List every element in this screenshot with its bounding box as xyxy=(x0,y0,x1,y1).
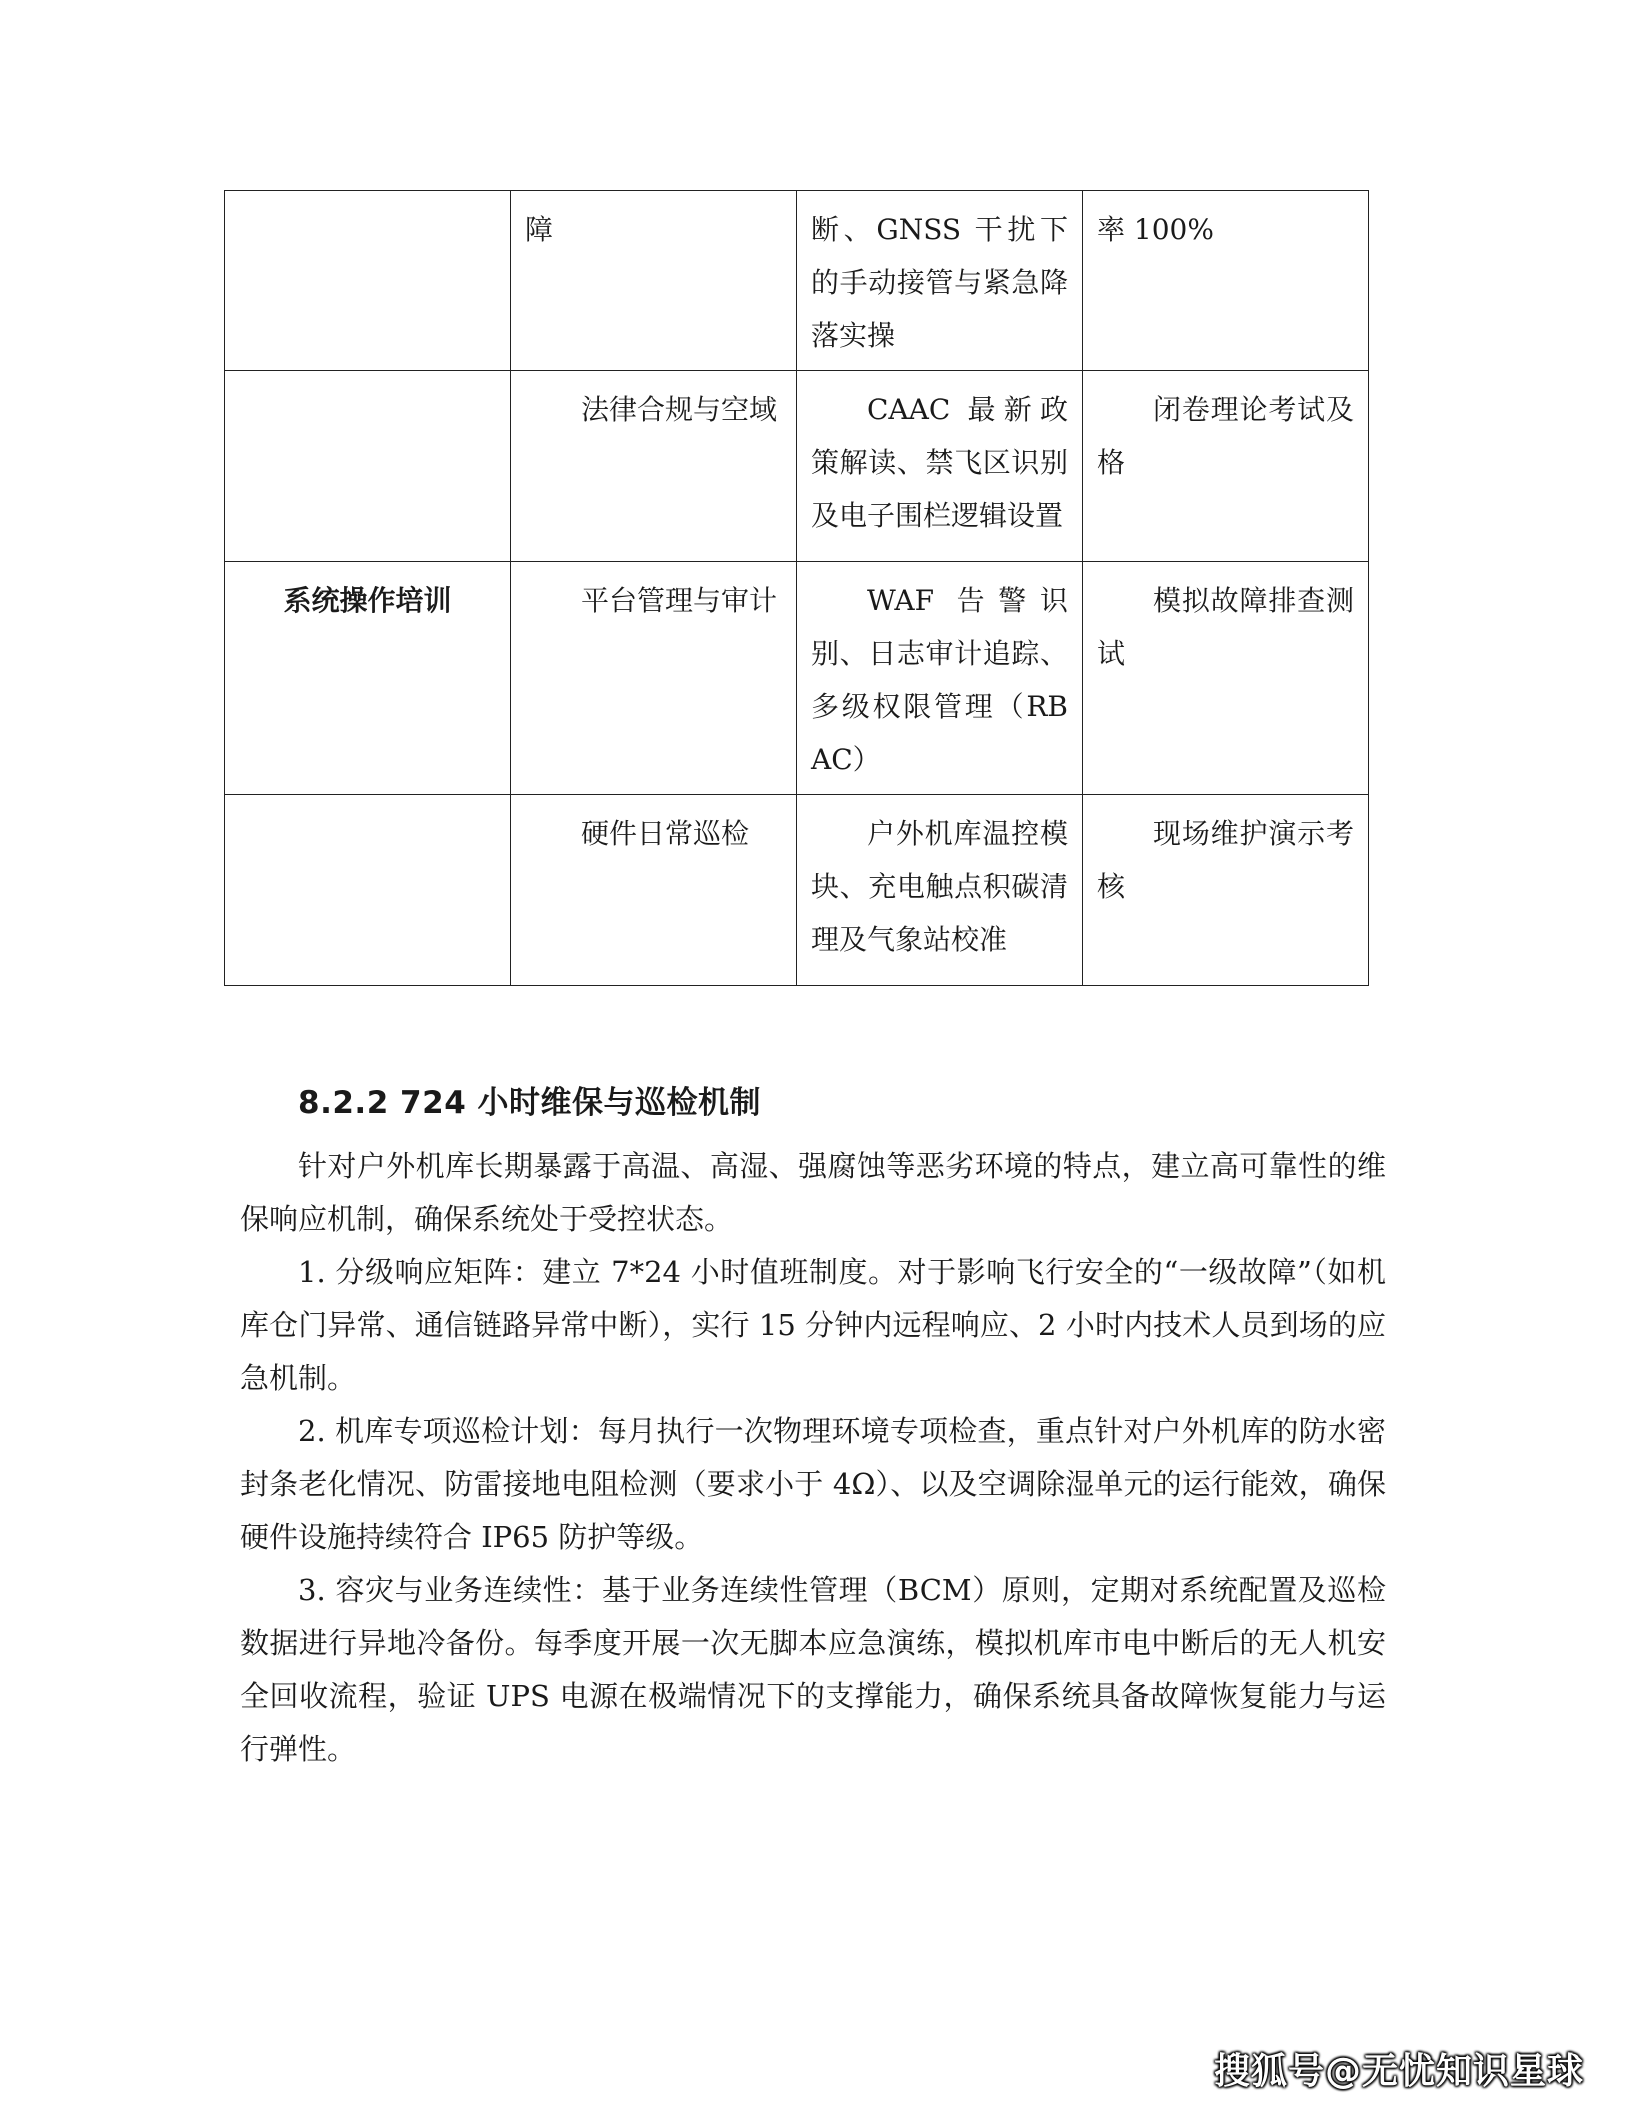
table-cell-assessment: 率 100% xyxy=(1083,191,1369,371)
table-cell-category xyxy=(225,371,511,562)
table-cell-content: WAF 告警识别、日志审计追踪、多级权限管理（RBAC） xyxy=(797,562,1083,795)
table-cell-module: 障 xyxy=(511,191,797,371)
watermark: 搜狐号@无忧知识星球 xyxy=(1213,2051,1584,2092)
paragraph-item-1: 1. 分级响应矩阵：建立 7*24 小时值班制度。对于影响飞行安全的“一级故障”（如机库仓门异常、通信链路异常中断），实行 15 分钟内远程响应、2 小时内技术人员到场的应急机制。 xyxy=(240,1255,1386,1395)
table-cell-category: 系统操作培训 xyxy=(225,562,511,795)
table-cell-content: 户外机库温控模块、充电触点积碳清理及气象站校准 xyxy=(797,795,1083,986)
table-cell-assessment: 模拟故障排查测试 xyxy=(1083,562,1369,795)
paragraph-item-2: 2. 机库专项巡检计划：每月执行一次物理环境专项检查，重点针对户外机库的防水密封条老化情况、防雷接地电阻检测（要求小于 4Ω）、以及空调除湿单元的运行能效，确保硬件设施持续符合 IP65 防护等级。 xyxy=(240,1414,1386,1554)
table-cell-module: 法律合规与空域 xyxy=(511,371,797,562)
table-row xyxy=(225,795,1369,986)
paragraph-intro: 针对户外机库长期暴露于高温、高湿、强腐蚀等恶劣环境的特点，建立高可靠性的维保响应机制，确保系统处于受控状态。 xyxy=(240,1149,1386,1236)
paragraph-item-3: 3. 容灾与业务连续性：基于业务连续性管理（BCM）原则，定期对系统配置及巡检数据进行异地冷备份。每季度开展一次无脚本应急演练，模拟机库市电中断后的无人机安全回收流程，验证 UPS 电源在极端情况下的支撑能力，确保系统具备故障恢复能力与运行弹性。 xyxy=(240,1573,1386,1766)
table-cell-category xyxy=(225,795,511,986)
table-cell-module: 平台管理与审计 xyxy=(511,562,797,795)
table-row xyxy=(225,562,1369,795)
table-cell-content: 断、GNSS 干扰下的手动接管与紧急降落实操 xyxy=(797,191,1083,371)
section-body xyxy=(240,1140,1386,1776)
table-row xyxy=(225,191,1369,371)
table-cell-category xyxy=(225,191,511,371)
table-cell-assessment: 闭卷理论考试及格 xyxy=(1083,371,1369,562)
table-cell-content: CAAC 最新政策解读、禁飞区识别及电子围栏逻辑设置 xyxy=(797,371,1083,562)
table-cell-assessment: 现场维护演示考核 xyxy=(1083,795,1369,986)
training-table xyxy=(224,190,1369,986)
section-heading: 8.2.2 724 小时维保与巡检机制 xyxy=(298,1085,762,1121)
table-cell-module: 硬件日常巡检 xyxy=(511,795,797,986)
table-row xyxy=(225,371,1369,562)
